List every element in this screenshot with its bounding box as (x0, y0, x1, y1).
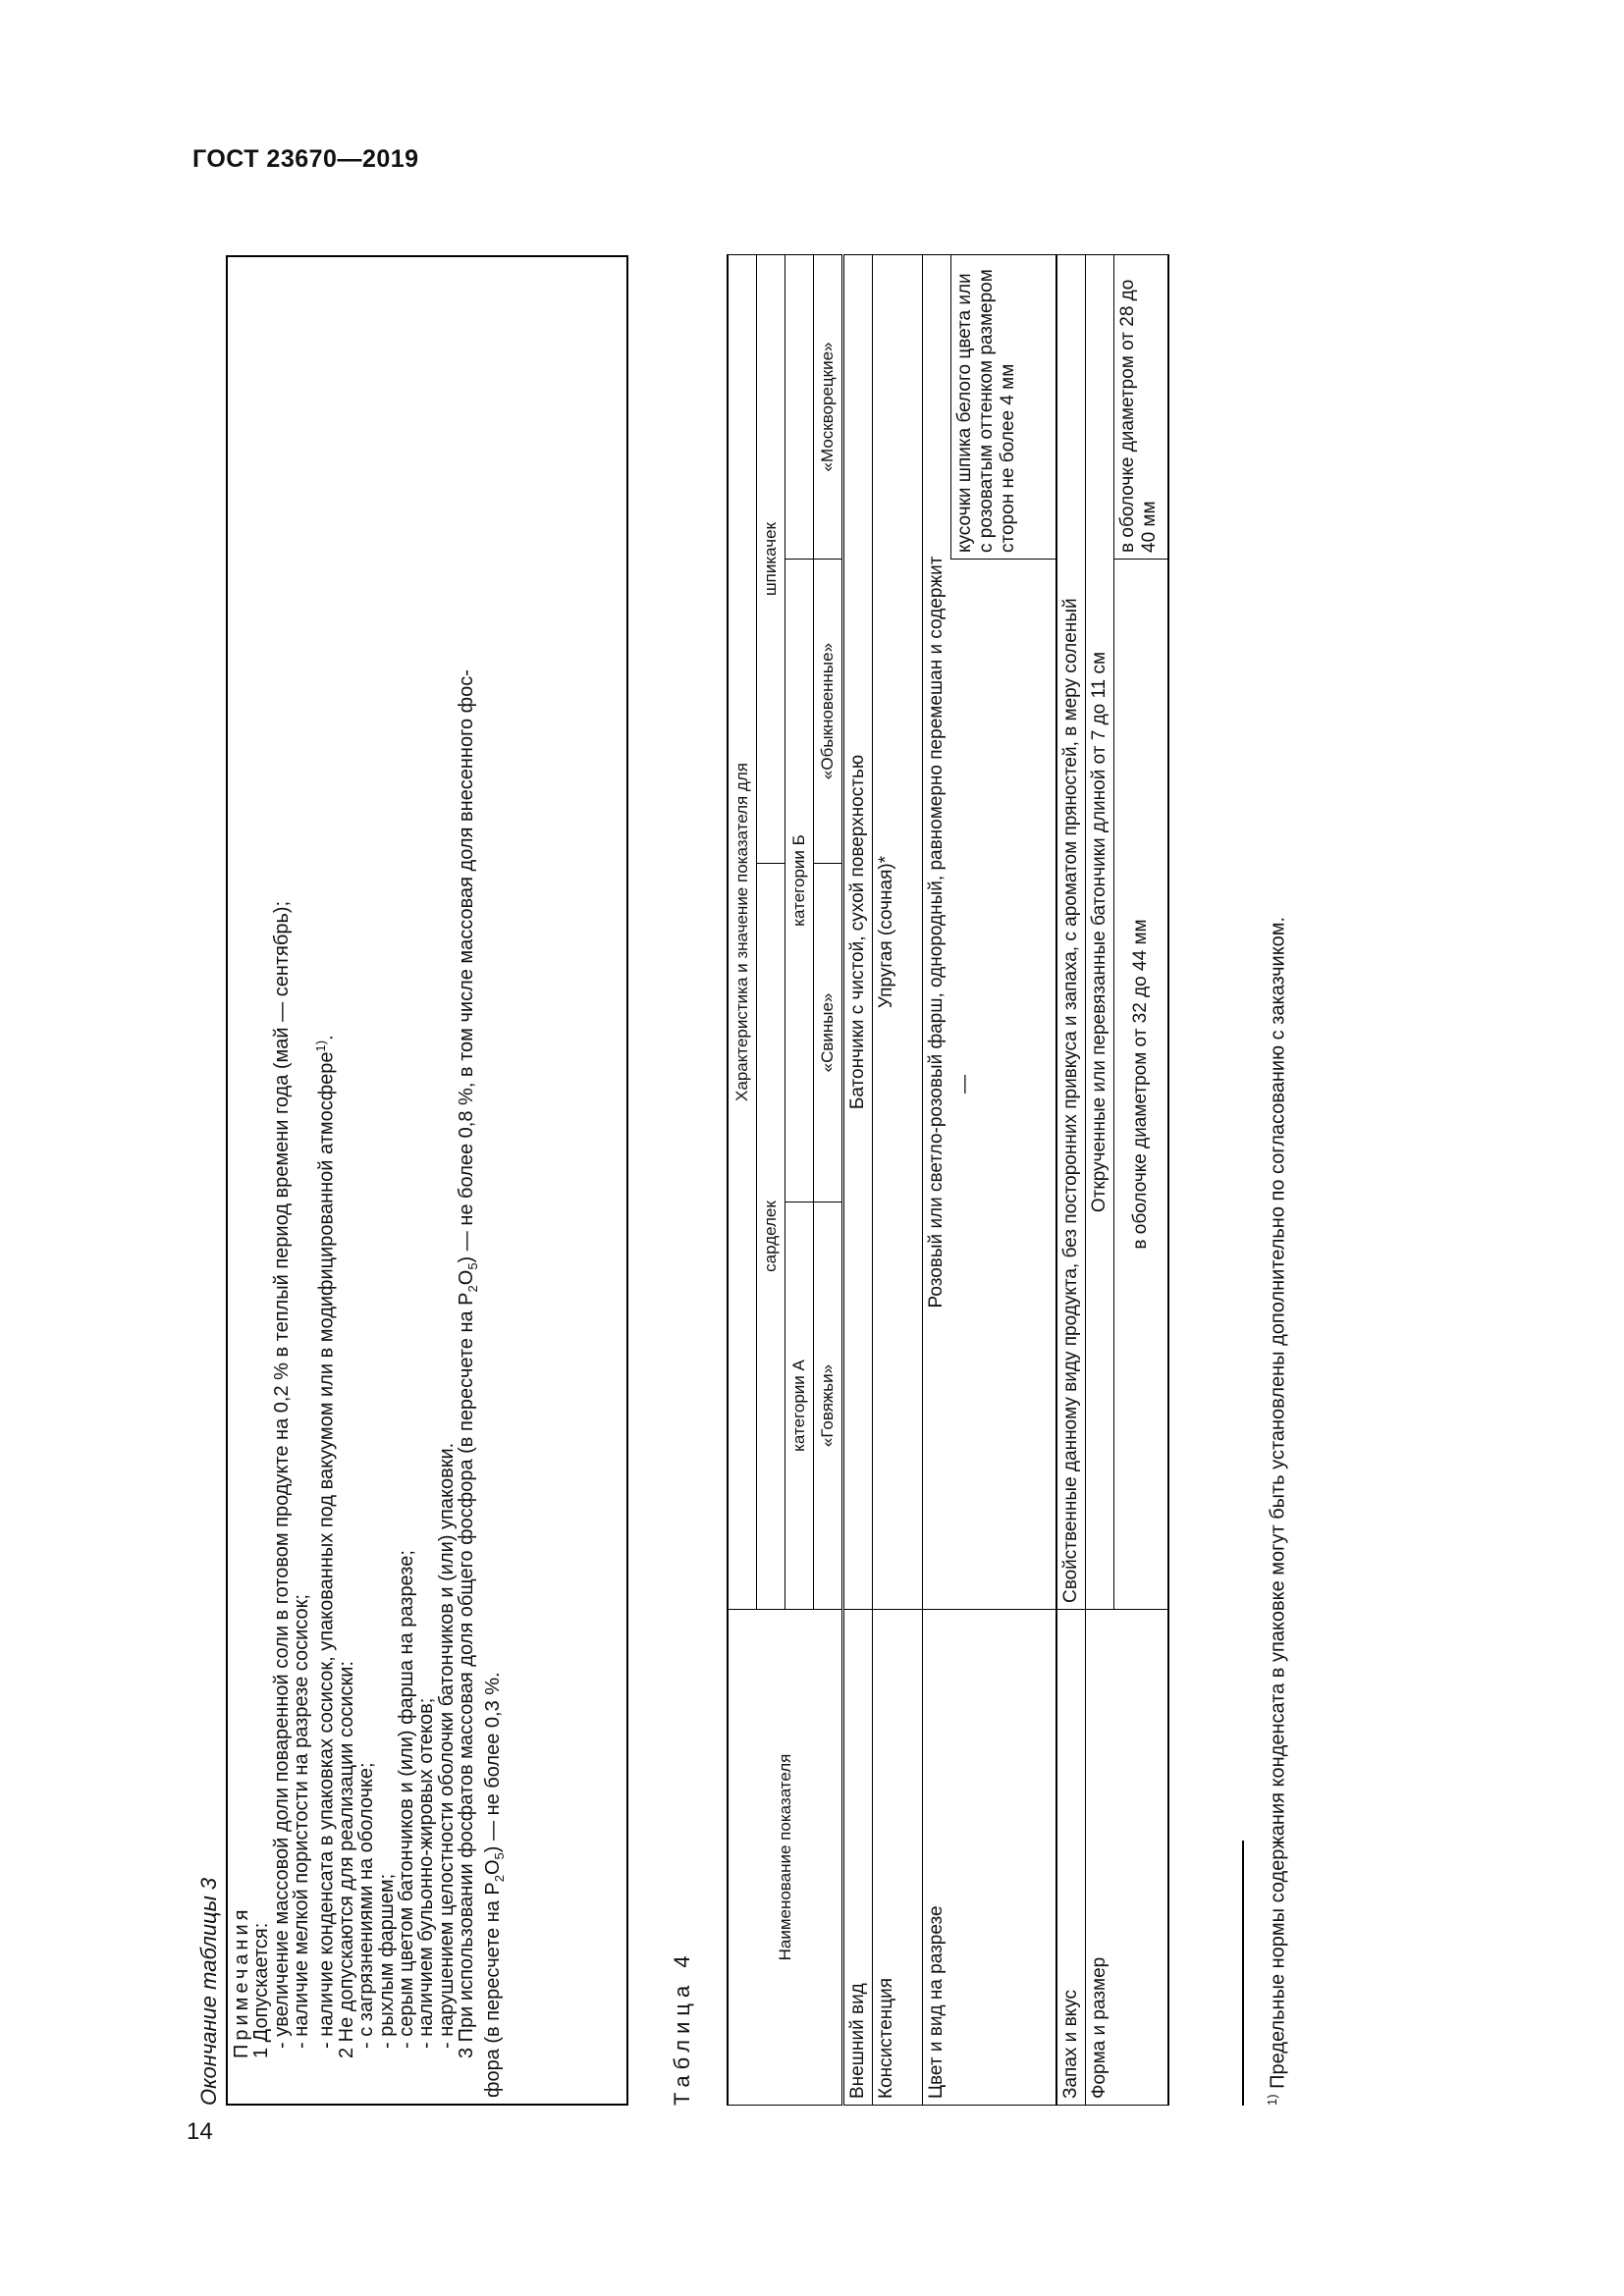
table-caption: Таблица 4 (670, 1949, 694, 2106)
footnote: $^{1)}$ Предельные нормы содержания конденсата в упаковке могут быть установлены дополнительно по согласованию с заказчиком. (1265, 916, 1289, 2106)
table-row (873, 254, 923, 2105)
note-line: 2 Не допускаются для реализации сосиски: (336, 1661, 358, 2058)
footnote-separator (1242, 1841, 1244, 2106)
note-line: - наличие мелкой пористости на разрезе сосисок; (290, 1594, 312, 2049)
group-header: Характеристика и значение показателя для (728, 254, 757, 1609)
row-value-shpik: кусочки шпика белого цвета или с розоватым оттенком размером сторон не более 4 мм (951, 254, 1057, 559)
table-row (923, 254, 951, 2105)
note-line: фора (в пересчете на $P_2O_5$) — не более 0,3 %. (482, 1672, 508, 2098)
header-moskvoretskie: «Москворецкие» (814, 254, 843, 559)
table-row (1056, 254, 1086, 2105)
header-govyazhi: «Говяжьи» (814, 1202, 843, 1610)
row-label: Цвет и вид на разрезе (923, 1610, 1057, 2106)
page-number: 14 (187, 2118, 213, 2145)
row-value: Батончики с чистой, сухой поверхностью (843, 254, 873, 1609)
header-obyknovennye: «Обыкновенные» (814, 560, 843, 864)
row-value-sard: в оболочке диаметром от 32 до 44 мм (1114, 560, 1169, 1610)
row-label: Запах и вкус (1056, 1610, 1086, 2106)
row-label: Форма и размер (1086, 1610, 1169, 2106)
note-line: - увеличение массовой доли поваренной соли в готовом продукте на 0,2 % в теплый период времени года (май — сентябрь); (270, 900, 293, 2049)
row-label: Внешний вид (843, 1610, 873, 2106)
header-shpikachki: шпикачек (757, 254, 785, 863)
column-header-indicator: Наименование показателя (728, 1610, 843, 2106)
continuation-caption: Окончание таблицы 3 (196, 1877, 221, 2106)
note-line: - с загрязнениями на оболочке; (355, 1762, 378, 2049)
note-line: - нарушением целостности оболочки батончиков и (или) упаковки. (435, 1442, 458, 2049)
row-value: Упругая (сочная)* (873, 254, 923, 1609)
row-value-shpik: в оболочке диаметром от 28 до 40 мм (1114, 254, 1169, 559)
note-line: 1 Допускается: (250, 1922, 273, 2058)
document-code: ГОСТ 23670—2019 (192, 145, 419, 173)
row-dash: — (951, 560, 1057, 1610)
notes-title: Примечания (231, 1905, 252, 2058)
row-value: Открученные или перевязанные батончики длиной от 7 до 11 см (1086, 254, 1114, 1609)
header-category-b: категории Б (785, 560, 814, 1202)
header-svinye: «Свиные» (814, 864, 843, 1202)
note-line: - рыхлым фаршем; (375, 1873, 398, 2049)
rotated-content (167, 250, 1443, 2106)
notes-box (226, 255, 628, 2106)
row-value: Свойственные данному виду продукта, без посторонних привкуса и запаха, с ароматом пряностей, в меру соленый (1056, 254, 1086, 1609)
table-4 (727, 254, 1169, 2106)
table-row (843, 254, 873, 2105)
table-row (1086, 254, 1114, 2105)
header-category-a: категории А (785, 1202, 814, 1610)
note-line: - наличием бульонно-жировых отеков; (415, 1697, 438, 2049)
note-line: - наличие конденсата в упаковках сосисок, упакованных под вакуумом или в модифицированной атмосфере$^{1)}$. (313, 1035, 338, 2049)
row-label: Консистенция (873, 1610, 923, 2106)
note-line: 3 При использовании фосфатов массовая доля общего фосфора (в пересчете на $P_2O_5$) — не более 0,8 %, в том числе массовая доля внесенного фос- (455, 669, 480, 2058)
header-sardelki: сарделек (757, 864, 785, 1610)
note-line: - серым цветом батончиков и (или) фарша на разрезе; (396, 1550, 418, 2049)
header-empty (785, 254, 814, 559)
table-header-row (728, 254, 757, 2105)
row-value: Розовый или светло-розовый фарш, однородный, равномерно перемешан и содержит (923, 254, 951, 1609)
